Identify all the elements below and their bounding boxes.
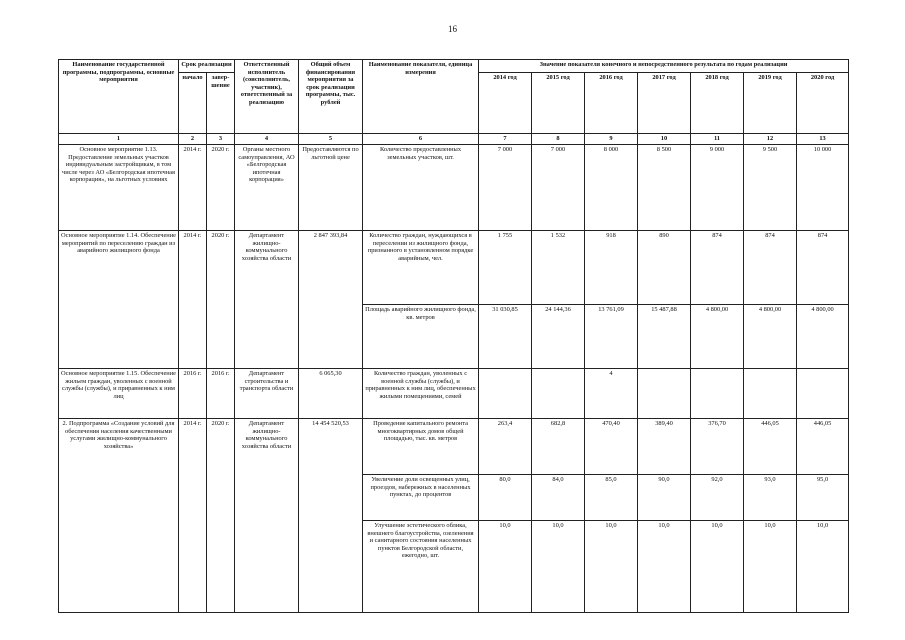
end-year: 2020 г. [207,231,235,369]
value-cell: 874 [744,231,797,305]
value-cell: 7 000 [479,145,532,231]
table-row [59,419,849,475]
program-indicators-table [58,59,849,613]
value-cell: 890 [638,231,691,305]
column-number: 1 [59,134,179,145]
column-number: 6 [363,134,479,145]
value-cell: 10,0 [691,521,744,613]
value-cell: 470,40 [585,419,638,475]
value-cell: 376,70 [691,419,744,475]
value-cell: 10,0 [638,521,691,613]
header-end: завер-шение [207,73,235,134]
column-number: 9 [585,134,638,145]
start-year: 2014 г. [179,145,207,231]
table-row [59,369,849,419]
value-cell [532,369,585,419]
value-cell: 10,0 [532,521,585,613]
finance: Предоставляются по льготной цене [299,145,363,231]
end-year: 2020 г. [207,145,235,231]
value-cell [638,369,691,419]
measure-name: Основное мероприятие 1.15. Обеспечение жильем граждан, уволенных с военной службы (службы), и приравненных к ним лиц [59,369,179,419]
header-values: Значение показателя конечного и непосредственного результата по годам реализации [479,60,849,73]
column-number: 13 [797,134,849,145]
value-cell: 4 [585,369,638,419]
responsible: Департамент строительства и транспорта области [235,369,299,419]
year-header: 2018 год [691,73,744,134]
start-year: 2014 г. [179,419,207,613]
end-year: 2020 г. [207,419,235,613]
value-cell: 10,0 [797,521,849,613]
value-cell: 1 755 [479,231,532,305]
value-cell: 10,0 [479,521,532,613]
indicator: Проведение капитального ремонта многоквартирных домов общей площадью, тыс. кв. метров [363,419,479,475]
value-cell: 85,0 [585,475,638,521]
value-cell: 80,0 [479,475,532,521]
header-responsible: Ответственный исполнитель (соисполнитель, участник), ответственный за реализацию [235,60,299,134]
page-number: 16 [448,24,457,34]
measure-name: Основное мероприятие 1.13. Предоставление земельных участков индивидуальным застройщикам, в том числе через АО «Белгородская ипотечная корпорация», на льготных условиях [59,145,179,231]
value-cell: 918 [585,231,638,305]
column-number: 10 [638,134,691,145]
year-header: 2015 год [532,73,585,134]
column-number: 12 [744,134,797,145]
value-cell: 90,0 [638,475,691,521]
value-cell: 31 030,85 [479,305,532,369]
finance: 6 065,30 [299,369,363,419]
header-start: начало [179,73,207,134]
value-cell: 10,0 [585,521,638,613]
year-header: 2016 год [585,73,638,134]
value-cell: 446,05 [797,419,849,475]
indicator: Увеличение доли освещенных улиц, проездов, набережных в населенных пунктах, до процентов [363,475,479,521]
finance: 2 847 393,84 [299,231,363,369]
value-cell: 4 800,00 [691,305,744,369]
indicator: Количество предоставленных земельных участков, шт. [363,145,479,231]
column-number: 11 [691,134,744,145]
value-cell: 93,0 [744,475,797,521]
column-number: 4 [235,134,299,145]
value-cell: 874 [691,231,744,305]
column-number: 7 [479,134,532,145]
responsible: Департамент жилищно-коммунального хозяйства области [235,419,299,613]
value-cell: 8 000 [585,145,638,231]
start-year: 2016 г. [179,369,207,419]
value-cell: 15 487,88 [638,305,691,369]
value-cell: 8 500 [638,145,691,231]
value-cell: 84,0 [532,475,585,521]
end-year: 2016 г. [207,369,235,419]
value-cell: 9 000 [691,145,744,231]
header-indicator: Наименование показателя, единица измерения [363,60,479,134]
header-row-1 [59,60,849,73]
responsible: Органы местного самоуправления, АО «Белгородская ипотечная корпорация» [235,145,299,231]
table-row [59,231,849,305]
value-cell: 682,8 [532,419,585,475]
value-cell [744,369,797,419]
value-cell: 4 800,00 [744,305,797,369]
value-cell: 263,4 [479,419,532,475]
column-number: 2 [179,134,207,145]
value-cell: 10,0 [744,521,797,613]
value-cell: 874 [797,231,849,305]
indicator: Количество граждан, уволенных с военной службы (службы), и приравненных к ним лиц, обеспеченных жилыми помещениями, семей [363,369,479,419]
year-header: 2014 год [479,73,532,134]
value-cell [691,369,744,419]
column-number: 8 [532,134,585,145]
responsible: Департамент жилищно-коммунального хозяйства области [235,231,299,369]
indicator: Количество граждан, нуждающихся в переселении из жилищного фонда, признанного в установленном порядке аварийным, чел. [363,231,479,305]
measure-name: 2. Подпрограмма «Создание условий для обеспечения населения качественными услугами жилищно-коммунального хозяйства» [59,419,179,613]
value-cell: 92,0 [691,475,744,521]
year-header: 2017 год [638,73,691,134]
value-cell [479,369,532,419]
column-number-row [59,134,849,145]
indicator: Площадь аварийного жилищного фонда, кв. метров [363,305,479,369]
value-cell: 9 500 [744,145,797,231]
value-cell: 10 000 [797,145,849,231]
value-cell: 446,05 [744,419,797,475]
value-cell: 4 800,00 [797,305,849,369]
start-year: 2014 г. [179,231,207,369]
value-cell: 24 144,36 [532,305,585,369]
indicator: Улучшение эстетического облика, внешнего благоустройства, озеленения и санитарного состояния населенных пунктов Белгородской области, ежегодно, шт. [363,521,479,613]
value-cell: 95,0 [797,475,849,521]
year-header: 2019 год [744,73,797,134]
value-cell [797,369,849,419]
column-number: 3 [207,134,235,145]
table-row [59,145,849,231]
value-cell: 1 532 [532,231,585,305]
header-finance: Общий объем финансирования мероприятия за срок реализации программы, тыс. рублей [299,60,363,134]
value-cell: 13 761,09 [585,305,638,369]
value-cell: 389,40 [638,419,691,475]
column-number: 5 [299,134,363,145]
measure-name: Основное мероприятие 1.14. Обеспечение мероприятий по переселению граждан из аварийного жилищного фонда [59,231,179,369]
year-header: 2020 год [797,73,849,134]
header-period: Срок реализации [179,60,235,73]
header-name: Наименование государственной программы, подпрограммы, основные мероприятия [59,60,179,134]
finance: 14 454 520,53 [299,419,363,613]
value-cell: 7 000 [532,145,585,231]
